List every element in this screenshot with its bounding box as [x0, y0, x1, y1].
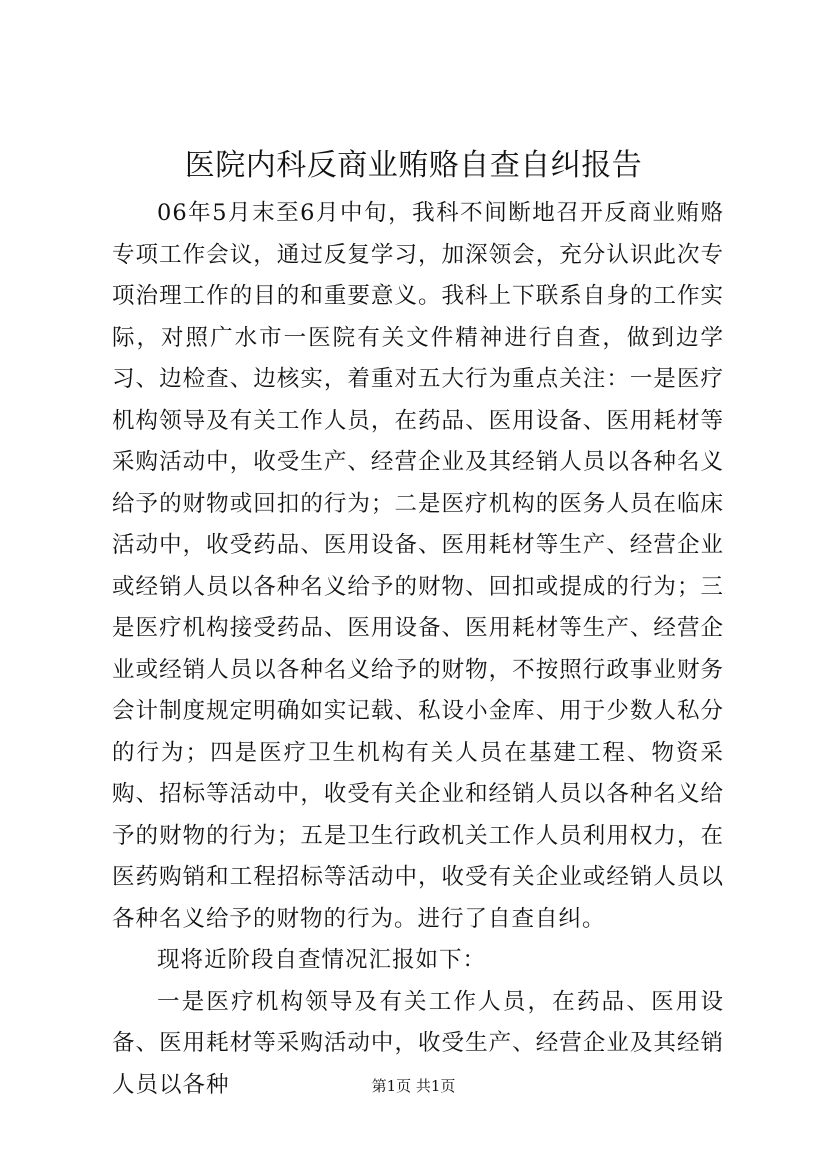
page-number-footer: 第1页 共1页 [371, 1077, 456, 1095]
paragraph-summary-lead: 现将近阶段自查情况汇报如下： [157, 947, 487, 973]
document-title: 医院内科反商业贿赂自查自纠报告 [184, 148, 643, 183]
paragraph-item-one: 一是医疗机构领导及有关工作人员，在药品、医用设备、医用耗材等采购活动中，收受生产、经营企业及其经销人员以各种 [112, 988, 724, 1098]
document-body [112, 193, 724, 1106]
paragraph-intro: 06年5月末至6月中旬，我科不间断地召开反商业贿赂专项工作会议，通过反复学习，加深领会，充分认识此次专项治理工作的目的和重要意义。我科上下联系自身的工作实际，对照广水市一医院有关文件精神进行自查，做到边学习、边检查、边核实，着重对五大行为重点关注：一是医疗机构领导及有关工作人员，在药品、医用设备、医用耗材等采购活动中，收受生产、经营企业及其经销人员以各种名义给予的财物或回扣的行为；二是医疗机构的医务人员在临床活动中，收受药品、医用设备、医用耗材等生产、经营企业或经销人员以各种名义给予的财物、回扣或提成的行为；三是医疗机构接受药品、医用设备、医用耗材等生产、经营企业或经销人员以各种名义给予的财物，不按照行政事业财务会计制度规定明确如实记载、私设小金库、用于少数人私分的行为；四是医疗卫生机构有关人员在基建工程、物资采购、招标等活动中，收受有关企业和经销人员以各种名义给予的财物的行为；五是卫生行政机关工作人员利用权力，在医药购销和工程招标等活动中，收受有关企业或经销人员以各种名义给予的财物的行为。进行了自查自纠。 [112, 200, 724, 932]
